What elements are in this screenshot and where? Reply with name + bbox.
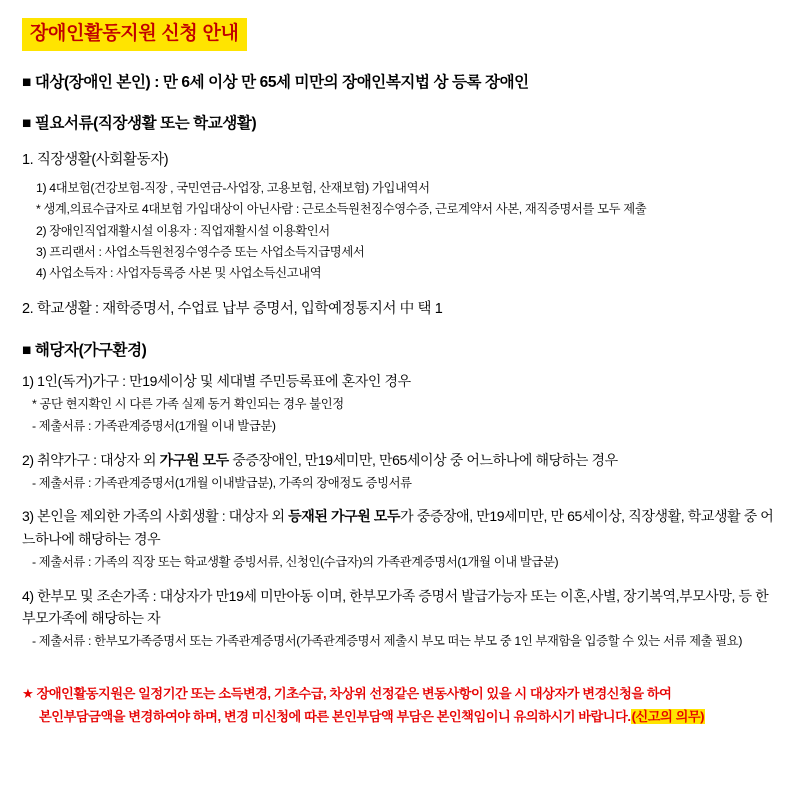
household-item-2 bbox=[22, 449, 778, 472]
list-item: * 생계,의료수급자로 4대보험 가입대상이 아닌사람 : 근로소득원천징수영수증, 근로계약서 사본, 재직증명서를 모두 제출 bbox=[36, 202, 647, 217]
footer-notice-highlight: (신고의 의무) bbox=[631, 709, 705, 725]
household-item-2-note-1: - 제출서류 : 가족관계증명서(1개월 이내발급분), 가족의 장애정도 증빙서류 bbox=[32, 475, 412, 490]
household-item-2-label-bold: 가구원 모두 bbox=[159, 451, 229, 468]
household-item-1-label: 1) 1인(독거)가구 : 만19세이상 및 세대별 주민등록표에 혼자인 경우 bbox=[22, 373, 411, 390]
section-documents-heading: ■ 필요서류(직장생활 또는 학교생활) bbox=[22, 114, 257, 132]
list-item: 3) 프리랜서 : 사업소득원천징수영수증 또는 사업소득지급명세서 bbox=[36, 244, 365, 259]
list-item: 4) 사업소득자 : 사업자등록증 사본 및 사업소득신고내역 bbox=[36, 265, 322, 280]
footer-notice-line2-text: 본인부담금액을 변경하여야 하며, 변경 미신청에 따른 본인부담액 부담은 본인책임이니 유의하시기 바랍니다. bbox=[39, 709, 631, 725]
household-item-1-note-1: * 공단 현지확인 시 다른 가족 실제 동거 확인되는 경우 불인정 bbox=[32, 397, 344, 412]
section-target-heading: ■ 대상(장애인 본인) : 만 6세 이상 만 65세 미만의 장애인복지법 상 등록 장애인 bbox=[22, 73, 529, 91]
household-item-1-note-2: - 제출서류 : 가족관계증명서(1개월 이내 발급분) bbox=[32, 419, 276, 434]
section-household bbox=[22, 339, 778, 652]
list-item: 2) 장애인직업재활시설 이용자 : 직업재활시설 이용확인서 bbox=[36, 223, 330, 238]
page-title-text: 장애인활동지원 신청 안내 bbox=[30, 23, 239, 44]
page-title bbox=[22, 18, 247, 51]
documents-group1-title: 1. 직장생활(사회활동자) bbox=[22, 152, 169, 169]
household-item-3-label-post: 가 중증장애, 만19세미만, 만 65세이상, 직장생활, 학교생활 중 어느하나에 해당하는 경우 bbox=[22, 508, 774, 548]
household-item-4 bbox=[22, 585, 778, 630]
household-item-1 bbox=[22, 370, 778, 393]
footer-notice-line1: ★ 장애인활동지원은 일정기간 또는 소득변경, 기초수급, 차상위 선정같은 변동사항이 있을 시 대상자가 변경신청을 하여 bbox=[22, 685, 672, 701]
footer-notice bbox=[22, 682, 778, 728]
page-title-wrapper bbox=[22, 18, 778, 51]
household-item-3-label-pre: 3) 본인을 제외한 가족의 사회생활 : 대상자 외 bbox=[22, 508, 289, 525]
documents-group1-list bbox=[22, 178, 778, 284]
household-item-2-label-pre: 2) 취약가구 : 대상자 외 bbox=[22, 451, 160, 468]
documents-group2-title: 2. 학교생활 : 재학증명서, 수업료 납부 증명서, 입학예정통지서 中 택 1 bbox=[22, 301, 443, 318]
household-item-3-label-bold: 등재된 가구원 모두 bbox=[288, 508, 401, 525]
household-item-2-label-post: 중증장애인, 만19세미만, 만65세이상 중 어느하나에 해당하는 경우 bbox=[228, 451, 618, 468]
section-target bbox=[22, 71, 778, 94]
household-item-4-label: 4) 한부모 및 조손가족 : 대상자가 만19세 미만아동 이며, 한부모가족 증명서 발급가능자 또는 이혼,사별, 장기복역,부모사망, 등 한부모가족에 해당하는 자 bbox=[22, 587, 769, 627]
section-household-heading: ■ 해당자(가구환경) bbox=[22, 342, 147, 360]
list-item: 1) 4대보험(건강보험-직장 , 국민연금-사업장, 고용보험, 산재보험) 가입내역서 bbox=[36, 181, 430, 196]
footer-notice-line2 bbox=[39, 705, 778, 728]
household-item-4-note-1: - 제출서류 : 한부모가족증명서 또는 가족관계증명서(가족관계증명서 제출시 부모 떠는 부모 중 1인 부재함을 입증할 수 있는 서류 제출 필요) bbox=[32, 634, 743, 649]
household-item-3-note-1: - 제출서류 : 가족의 직장 또는 학교생활 증빙서류, 신청인(수급자)의 가족관계증명서(1개월 이내 발급분) bbox=[32, 554, 559, 569]
section-required-documents bbox=[22, 112, 778, 321]
household-item-3 bbox=[22, 505, 778, 550]
